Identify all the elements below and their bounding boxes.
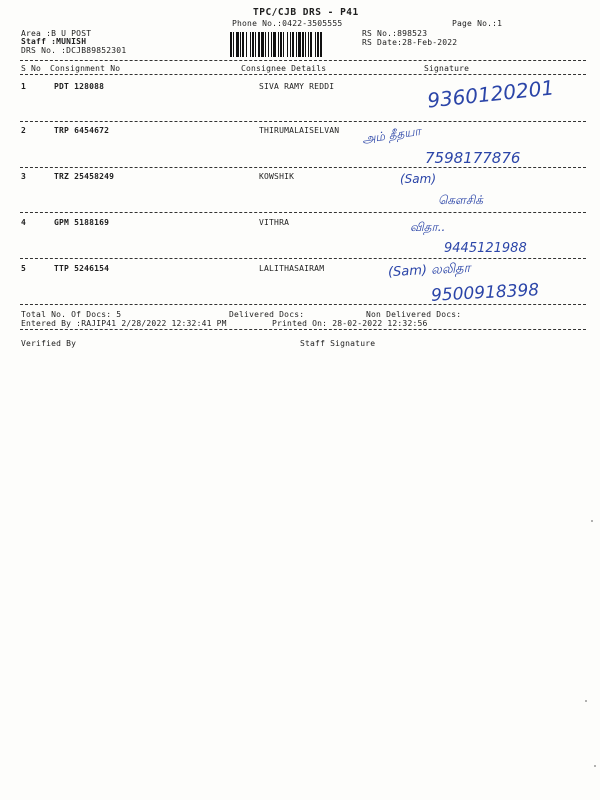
- handwritten-phone-number: 7598177876: [425, 149, 521, 167]
- row-divider: [20, 167, 586, 168]
- row-sno: 1: [21, 82, 27, 91]
- row-divider: [20, 304, 586, 305]
- row-divider: [20, 258, 586, 259]
- row-consignee: SIVA RAMY REDDI: [259, 82, 335, 91]
- rs-number: RS No.:898523: [362, 29, 428, 38]
- column-header-sno: S No: [21, 64, 42, 73]
- scan-speck: [594, 765, 596, 767]
- row-consignment-no: TRP 6454672: [54, 126, 110, 135]
- printed-on: Printed On: 28-02-2022 12:32:56: [272, 319, 428, 328]
- handwritten-phone-number: 9360120201: [426, 75, 556, 113]
- phone-number: Phone No.:0422-3505555: [232, 19, 343, 28]
- row-consignment-no: TTP 5246154: [54, 264, 110, 273]
- column-header-consignee: Consignee Details: [241, 64, 327, 73]
- column-header-signature: Signature: [424, 64, 470, 73]
- divider: [20, 74, 586, 75]
- scan-speck: [591, 520, 593, 522]
- document-title: TPC/CJB DRS - P41: [253, 7, 359, 18]
- row-consignment-no: PDT 128088: [54, 82, 105, 91]
- total-docs: Total No. Of Docs: 5: [21, 310, 122, 319]
- row-sno: 3: [21, 172, 27, 181]
- row-divider: [20, 212, 586, 213]
- row-consignment-no: GPM 5188169: [54, 218, 110, 227]
- rs-date: RS Date:28-Feb-2022: [362, 38, 458, 47]
- divider: [20, 329, 586, 330]
- entered-by: Entered By :RAJIP41 2/28/2022 12:32:41 PM: [21, 319, 227, 328]
- handwritten-signature: விதா..: [410, 220, 446, 234]
- handwritten-signature: அம் தீதயா: [361, 123, 422, 147]
- row-consignee: LALITHASAIRAM: [259, 264, 325, 273]
- column-header-consignment: Consignment No: [50, 64, 121, 73]
- handwritten-signature: கௌசிக்: [438, 193, 483, 207]
- staff-field: Staff :MUNISH: [21, 37, 87, 46]
- area-field: Area :B U POST: [21, 29, 92, 38]
- row-sno: 2: [21, 126, 27, 135]
- divider: [20, 60, 586, 61]
- verified-by: Verified By: [21, 339, 77, 348]
- row-sno: 4: [21, 218, 27, 227]
- row-divider: [20, 121, 586, 122]
- barcode-image: [230, 32, 356, 57]
- staff-signature: Staff Signature: [300, 339, 376, 348]
- row-sno: 5: [21, 264, 27, 273]
- row-consignment-no: TRZ 25458249: [54, 172, 115, 181]
- handwritten-signature: (Sam) லலிதா: [387, 260, 471, 281]
- drs-number: DRS No. :DCJB89852301: [21, 46, 127, 55]
- handwritten-phone-number: 9500918398: [430, 280, 540, 306]
- row-consignee: VITHRA: [259, 218, 290, 227]
- row-consignee: THIRUMALAISELVAN: [259, 126, 340, 135]
- non-delivered-docs: Non Delivered Docs:: [366, 310, 462, 319]
- delivered-docs: Delivered Docs:: [229, 310, 305, 319]
- handwritten-phone-number: 9445121988: [444, 241, 527, 256]
- scan-speck: [585, 700, 587, 702]
- page-number: Page No.:1: [452, 19, 503, 28]
- row-consignee: KOWSHIK: [259, 172, 295, 181]
- handwritten-signature: (Sam): [400, 172, 437, 186]
